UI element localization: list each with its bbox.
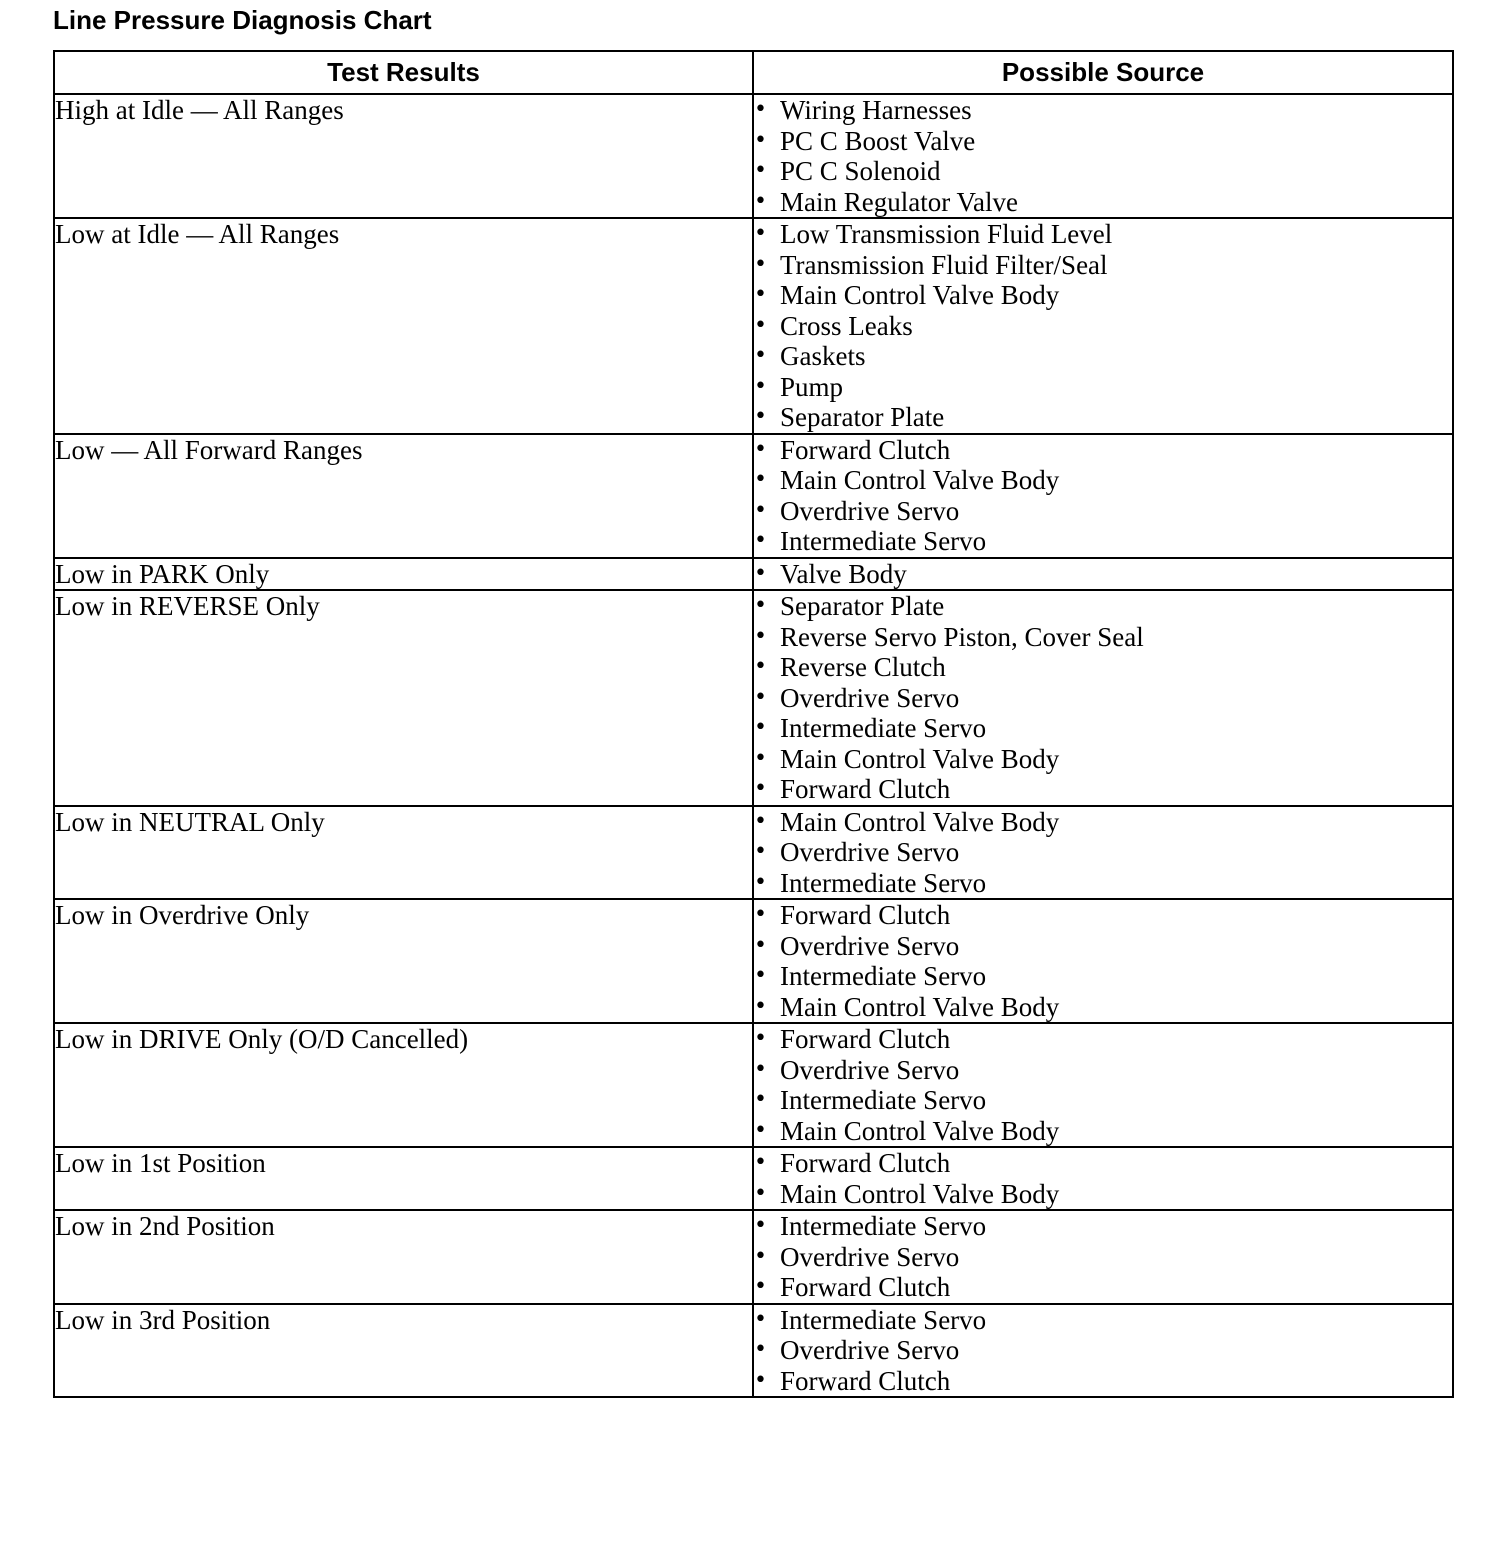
source-list-item bbox=[754, 591, 1452, 622]
source-text: Overdrive Servo bbox=[780, 837, 960, 867]
table-row bbox=[54, 590, 1453, 806]
source-list-item bbox=[754, 1366, 1452, 1397]
source-list-item bbox=[754, 341, 1452, 372]
source-text: Forward Clutch bbox=[780, 434, 951, 465]
table-body bbox=[54, 94, 1453, 1397]
possible-source-cell bbox=[753, 94, 1453, 218]
test-result-cell: Low in 2nd Position bbox=[54, 1210, 753, 1304]
bullet-icon: • bbox=[754, 993, 767, 1019]
source-list-item bbox=[754, 837, 1452, 868]
possible-source-cell bbox=[753, 806, 1453, 900]
source-text: Main Control Valve Body bbox=[780, 806, 1060, 837]
bullet-icon: • bbox=[754, 528, 767, 553]
bullet-icon: • bbox=[754, 1117, 767, 1143]
header-test-results: Test Results bbox=[54, 51, 753, 94]
source-list-item bbox=[754, 250, 1452, 281]
bullet-icon: • bbox=[754, 343, 767, 368]
bullet-icon: • bbox=[754, 1274, 767, 1299]
table-row bbox=[54, 1023, 1453, 1147]
bullet-icon: • bbox=[754, 593, 767, 618]
test-result-cell: Low in 1st Position bbox=[54, 1147, 753, 1210]
source-list-item bbox=[754, 219, 1452, 250]
source-text: Intermediate Servo bbox=[780, 526, 987, 556]
source-list bbox=[754, 591, 1452, 805]
source-list-item bbox=[754, 961, 1452, 992]
source-list-item bbox=[754, 435, 1452, 466]
table-row bbox=[54, 806, 1453, 900]
possible-source-cell bbox=[753, 1023, 1453, 1147]
source-list bbox=[754, 1305, 1452, 1397]
source-list-item bbox=[754, 1148, 1452, 1179]
possible-source-cell bbox=[753, 590, 1453, 806]
test-result-cell: Low in REVERSE Only bbox=[54, 590, 753, 806]
bullet-icon: • bbox=[754, 745, 767, 771]
source-list-item bbox=[754, 156, 1452, 187]
source-list bbox=[754, 95, 1452, 217]
bullet-icon: • bbox=[754, 654, 767, 679]
source-text: Cross Leaks bbox=[780, 310, 913, 341]
source-text: Forward Clutch bbox=[780, 1272, 951, 1302]
source-text: Intermediate Servo bbox=[780, 1211, 987, 1241]
source-list-item bbox=[754, 372, 1452, 403]
source-text: Intermediate Servo bbox=[780, 1085, 987, 1115]
source-list bbox=[754, 1148, 1452, 1209]
source-list-item bbox=[754, 807, 1452, 838]
bullet-icon: • bbox=[754, 808, 767, 834]
bullet-icon: • bbox=[754, 1306, 767, 1332]
source-list bbox=[754, 559, 1452, 590]
table-row bbox=[54, 1147, 1453, 1210]
source-list-item bbox=[754, 744, 1452, 775]
source-list-item bbox=[754, 900, 1452, 931]
test-result-cell: Low in DRIVE Only (O/D Cancelled) bbox=[54, 1023, 753, 1147]
source-text: Main Control Valve Body bbox=[780, 1178, 1060, 1209]
test-result-cell: Low in NEUTRAL Only bbox=[54, 806, 753, 900]
source-list-item bbox=[754, 1335, 1452, 1366]
test-result-cell: Low — All Forward Ranges bbox=[54, 434, 753, 558]
possible-source-cell bbox=[753, 218, 1453, 434]
bullet-icon: • bbox=[754, 869, 767, 895]
source-list-item bbox=[754, 713, 1452, 744]
bullet-icon: • bbox=[754, 158, 767, 183]
table-row bbox=[54, 1210, 1453, 1304]
source-text: Reverse Servo Piston, Cover Seal bbox=[780, 621, 1144, 652]
bullet-icon: • bbox=[754, 404, 767, 429]
source-list-item bbox=[754, 652, 1452, 683]
bullet-icon: • bbox=[754, 1243, 767, 1269]
source-list-item bbox=[754, 280, 1452, 311]
possible-source-cell bbox=[753, 558, 1453, 591]
table-row bbox=[54, 94, 1453, 218]
bullet-icon: • bbox=[754, 1213, 767, 1238]
source-text: Main Regulator Valve bbox=[780, 186, 1018, 217]
bullet-icon: • bbox=[754, 1367, 767, 1393]
bullet-icon: • bbox=[754, 932, 767, 958]
source-text: Main Control Valve Body bbox=[780, 1115, 1060, 1146]
source-text: Forward Clutch bbox=[780, 900, 951, 930]
bullet-icon: • bbox=[754, 467, 767, 492]
possible-source-cell bbox=[753, 899, 1453, 1023]
source-list bbox=[754, 1024, 1452, 1146]
header-possible-source: Possible Source bbox=[753, 51, 1453, 94]
bullet-icon: • bbox=[754, 282, 767, 307]
bullet-icon: • bbox=[754, 839, 767, 864]
source-list-item bbox=[754, 622, 1452, 653]
source-text: Forward Clutch bbox=[780, 1365, 951, 1396]
possible-source-cell bbox=[753, 434, 1453, 558]
bullet-icon: • bbox=[754, 623, 767, 649]
bullet-icon: • bbox=[754, 1180, 767, 1206]
bullet-icon: • bbox=[754, 251, 767, 277]
bullet-icon: • bbox=[754, 312, 767, 338]
test-result-cell: High at Idle — All Ranges bbox=[54, 94, 753, 218]
source-list bbox=[754, 435, 1452, 557]
source-text: Low Transmission Fluid Level bbox=[780, 219, 1113, 249]
source-list bbox=[754, 219, 1452, 433]
source-list-item bbox=[754, 465, 1452, 496]
source-list-item bbox=[754, 126, 1452, 157]
bullet-icon: • bbox=[754, 127, 767, 153]
test-result-cell: Low in PARK Only bbox=[54, 558, 753, 591]
source-text: Intermediate Servo bbox=[780, 867, 987, 898]
test-result-cell: Low at Idle — All Ranges bbox=[54, 218, 753, 434]
table-row bbox=[54, 434, 1453, 558]
source-text: Overdrive Servo bbox=[780, 1335, 960, 1365]
bullet-icon: • bbox=[754, 560, 767, 586]
source-list-item bbox=[754, 526, 1452, 557]
diagnosis-table bbox=[53, 50, 1454, 1398]
bullet-icon: • bbox=[754, 221, 767, 246]
source-list bbox=[754, 807, 1452, 899]
table-row bbox=[54, 558, 1453, 591]
source-list-item bbox=[754, 496, 1452, 527]
bullet-icon: • bbox=[754, 497, 767, 523]
source-text: Pump bbox=[780, 371, 844, 402]
table-row bbox=[54, 1304, 1453, 1398]
source-list-item bbox=[754, 1179, 1452, 1210]
bullet-icon: • bbox=[754, 188, 767, 214]
source-list-item bbox=[754, 774, 1452, 805]
source-text: Separator Plate bbox=[780, 591, 945, 621]
source-list-item bbox=[754, 1211, 1452, 1242]
source-text: Intermediate Servo bbox=[780, 713, 987, 743]
source-list-item bbox=[754, 931, 1452, 962]
bullet-icon: • bbox=[754, 902, 767, 927]
possible-source-cell bbox=[753, 1304, 1453, 1398]
source-text: Overdrive Servo bbox=[780, 1241, 960, 1272]
bullet-icon: • bbox=[754, 776, 767, 801]
possible-source-cell bbox=[753, 1210, 1453, 1304]
possible-source-cell bbox=[753, 1147, 1453, 1210]
source-text: Transmission Fluid Filter/Seal bbox=[780, 249, 1108, 280]
bullet-icon: • bbox=[754, 1087, 767, 1112]
source-list-item bbox=[754, 1242, 1452, 1273]
bullet-icon: • bbox=[754, 1337, 767, 1362]
bullet-icon: • bbox=[754, 373, 767, 399]
source-text: Forward Clutch bbox=[780, 1148, 951, 1178]
source-text: Intermediate Servo bbox=[780, 961, 987, 991]
test-result-cell: Low in Overdrive Only bbox=[54, 899, 753, 1023]
source-text: Valve Body bbox=[780, 558, 907, 589]
bullet-icon: • bbox=[754, 684, 767, 710]
source-text: PC C Boost Valve bbox=[780, 125, 976, 156]
source-text: Overdrive Servo bbox=[780, 495, 960, 526]
source-list-item bbox=[754, 1024, 1452, 1055]
source-text: Intermediate Servo bbox=[780, 1304, 987, 1335]
source-list-item bbox=[754, 95, 1452, 126]
source-text: Forward Clutch bbox=[780, 1024, 951, 1054]
source-list-item bbox=[754, 1085, 1452, 1116]
source-list-item bbox=[754, 683, 1452, 714]
source-list-item bbox=[754, 992, 1452, 1023]
bullet-icon: • bbox=[754, 97, 767, 122]
bullet-icon: • bbox=[754, 436, 767, 462]
test-result-cell: Low in 3rd Position bbox=[54, 1304, 753, 1398]
source-text: Main Control Valve Body bbox=[780, 465, 1060, 495]
source-list-item bbox=[754, 1272, 1452, 1303]
page-title: Line Pressure Diagnosis Chart bbox=[53, 5, 432, 35]
source-list-item bbox=[754, 1055, 1452, 1086]
table-row bbox=[54, 899, 1453, 1023]
table-row bbox=[54, 218, 1453, 434]
bullet-icon: • bbox=[754, 1026, 767, 1051]
source-text: Main Control Valve Body bbox=[780, 743, 1060, 774]
source-text: Reverse Clutch bbox=[780, 652, 946, 682]
source-text: Wiring Harnesses bbox=[780, 95, 972, 125]
source-text: Overdrive Servo bbox=[780, 1054, 960, 1085]
source-text: Main Control Valve Body bbox=[780, 991, 1060, 1022]
source-list-item bbox=[754, 187, 1452, 218]
bullet-icon: • bbox=[754, 715, 767, 740]
bullet-icon: • bbox=[754, 1150, 767, 1175]
source-list-item bbox=[754, 559, 1452, 590]
source-text: Forward Clutch bbox=[780, 774, 951, 804]
source-list-item bbox=[754, 1305, 1452, 1336]
source-text: Overdrive Servo bbox=[780, 682, 960, 713]
header-row bbox=[54, 51, 1453, 94]
source-list-item bbox=[754, 402, 1452, 433]
source-text: PC C Solenoid bbox=[780, 156, 941, 186]
source-list-item bbox=[754, 868, 1452, 899]
source-list-item bbox=[754, 1116, 1452, 1147]
source-list bbox=[754, 1211, 1452, 1303]
source-list-item bbox=[754, 311, 1452, 342]
source-text: Main Control Valve Body bbox=[780, 280, 1060, 310]
source-text: Gaskets bbox=[780, 341, 866, 371]
source-list bbox=[754, 900, 1452, 1022]
bullet-icon: • bbox=[754, 1056, 767, 1082]
bullet-icon: • bbox=[754, 963, 767, 988]
source-text: Overdrive Servo bbox=[780, 930, 960, 961]
source-text: Separator Plate bbox=[780, 402, 945, 432]
